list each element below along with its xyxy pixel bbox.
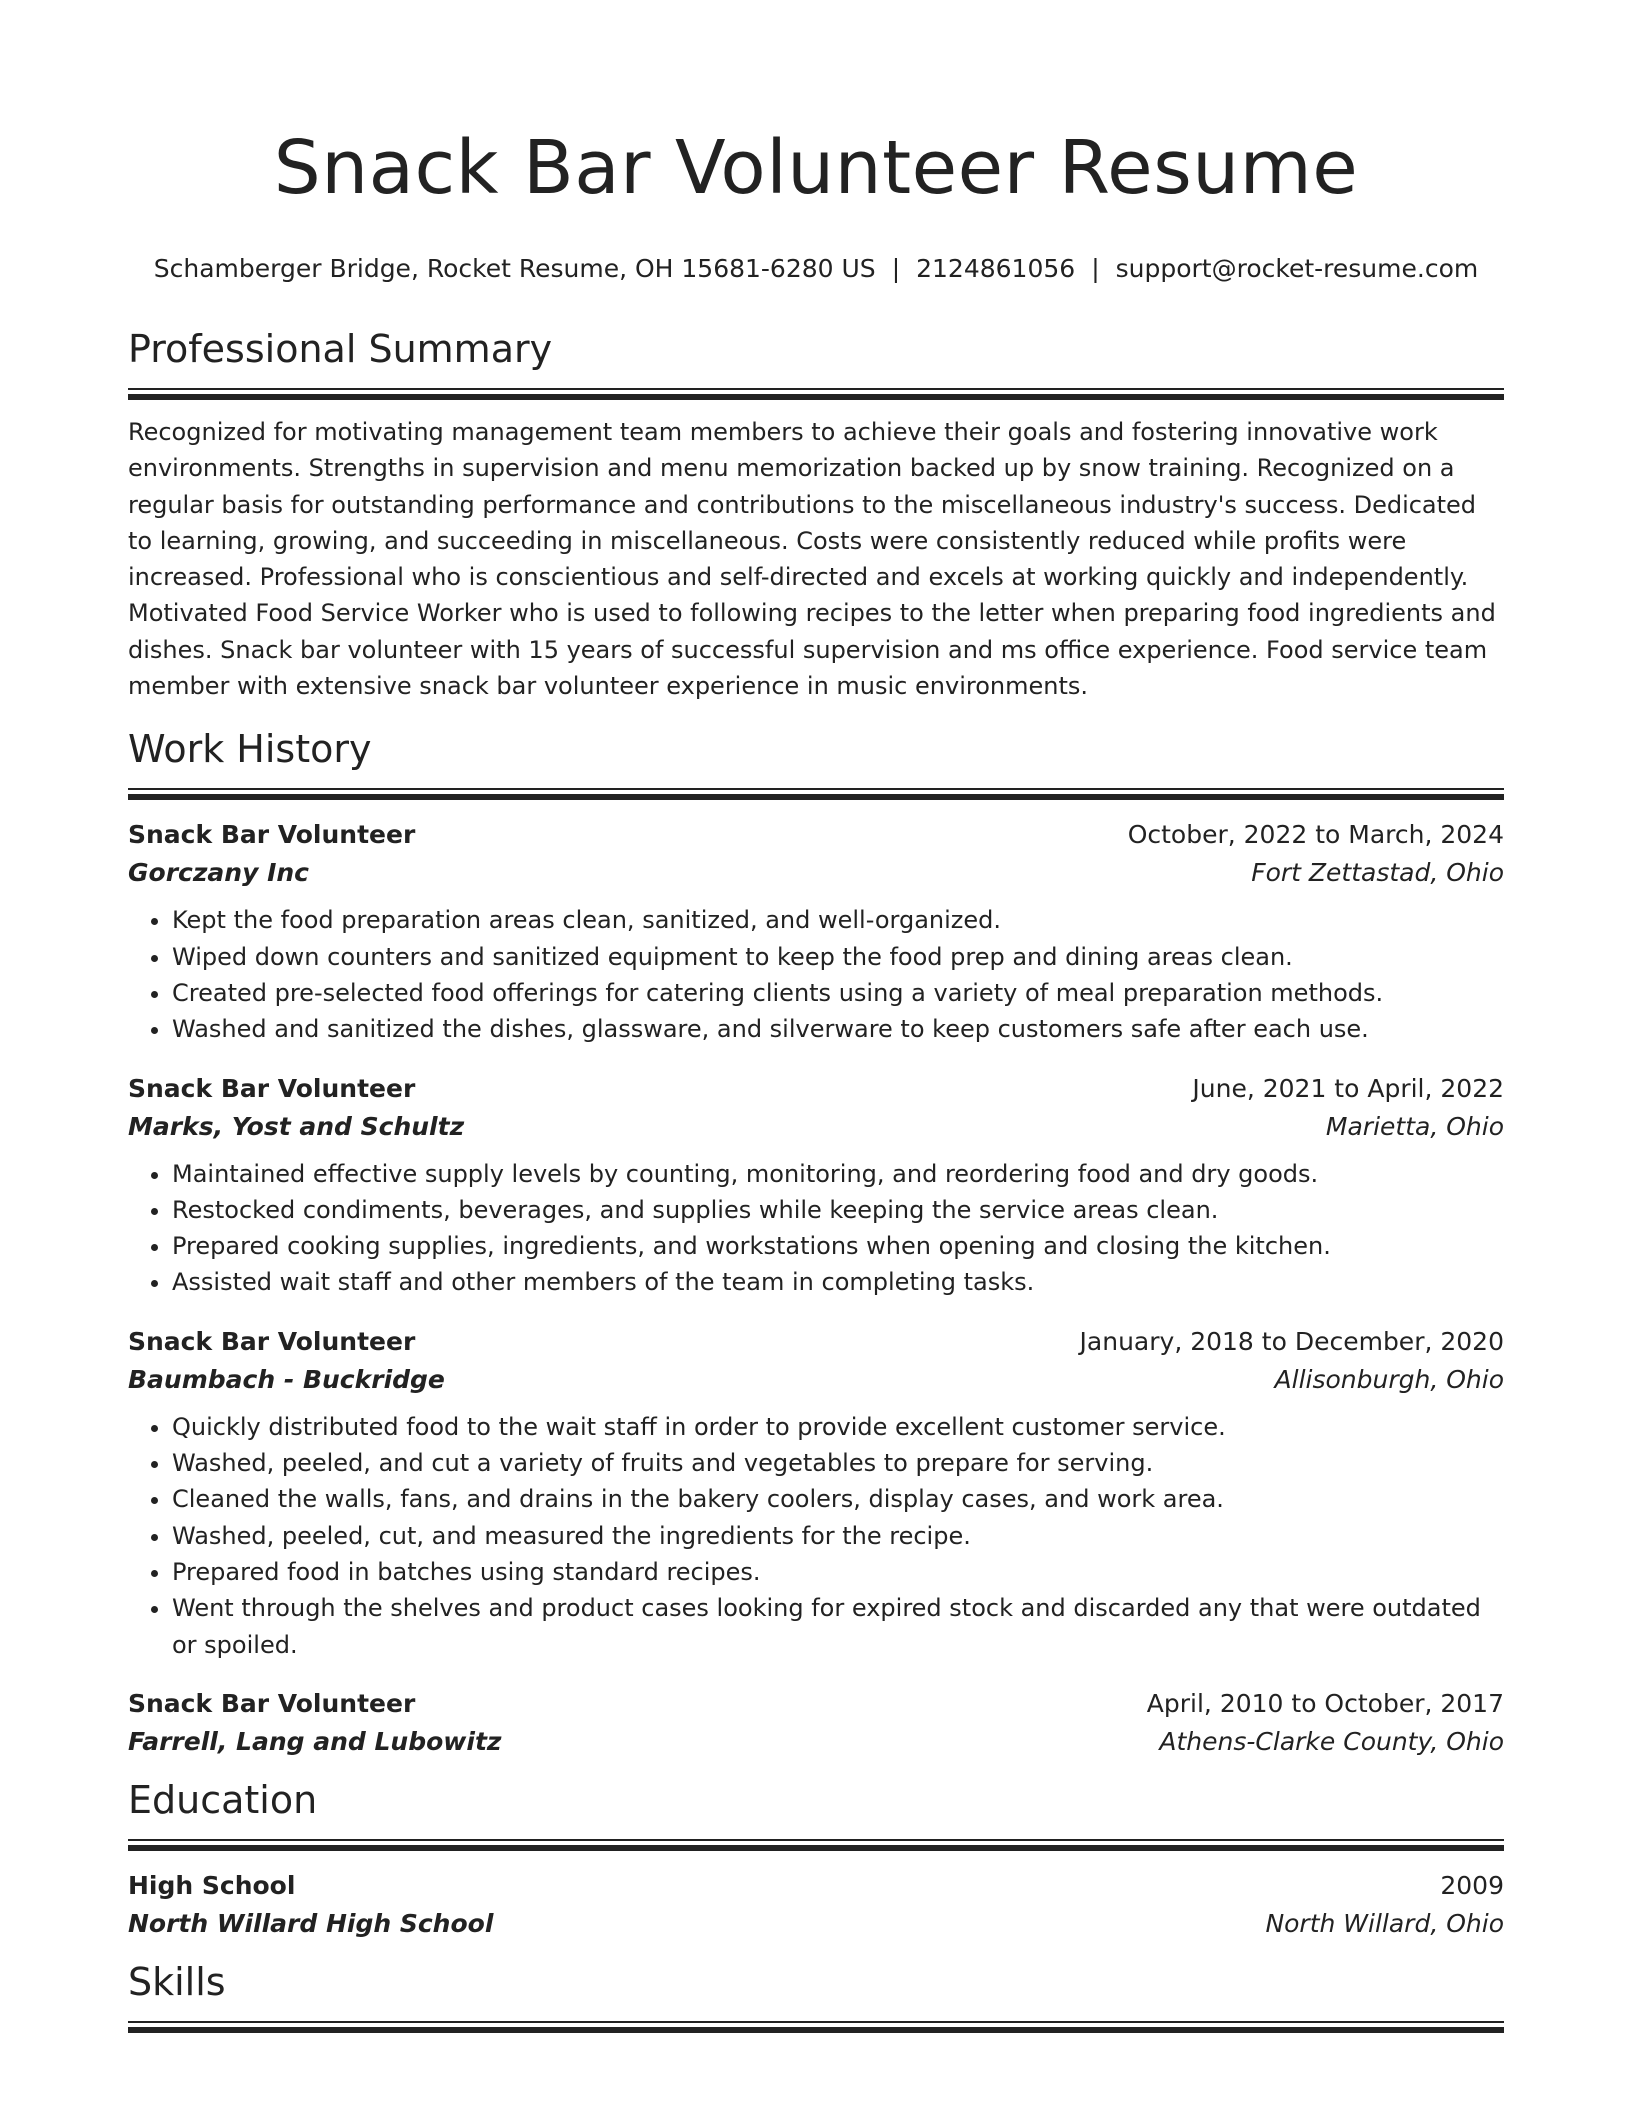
job-dates: April, 2010 to October, 2017 — [1146, 1688, 1504, 1718]
section-title-work: Work History — [128, 727, 372, 772]
work-section-header — [128, 722, 1504, 800]
job-dates: June, 2021 to April, 2022 — [1192, 1073, 1504, 1103]
job-role: Snack Bar Volunteer — [128, 820, 416, 850]
separator: | — [1091, 254, 1100, 283]
list-item: • Kept the food preparation areas clean, sanitized, and well-organized. — [172, 902, 1504, 938]
list-item: • Wiped down counters and sanitized equipment to keep the food prep and dining areas clean. — [172, 939, 1504, 975]
phone: 2124861056 — [916, 254, 1076, 283]
section-divider — [128, 788, 1504, 800]
list-item: • Prepared food in batches using standard recipes. — [172, 1554, 1504, 1590]
job-bullets — [128, 902, 1504, 1047]
summary-section-header — [128, 322, 1504, 400]
job-location: Marietta, Ohio — [1325, 1111, 1504, 1141]
job-company: Gorczany Inc — [128, 858, 309, 888]
job-company: Farrell, Lang and Lubowitz — [128, 1726, 502, 1756]
job-dates: January, 2018 to December, 2020 — [1079, 1326, 1504, 1356]
contact-line — [128, 252, 1504, 286]
job-entry — [128, 1070, 1504, 1301]
job-bullets — [128, 1156, 1504, 1301]
education-location: North Willard, Ohio — [1265, 1908, 1504, 1938]
list-item: • Prepared cooking supplies, ingredients, and workstations when opening and closing the kitchen. — [172, 1228, 1504, 1264]
section-title-summary: Professional Summary — [128, 327, 553, 371]
section-title-skills: Skills — [128, 1959, 226, 2004]
job-location: Allisonburgh, Ohio — [1274, 1364, 1504, 1394]
list-item: • Washed, peeled, cut, and measured the ingredients for the recipe. — [172, 1518, 1504, 1554]
skills-section-header — [128, 1955, 1504, 2033]
education-entry — [128, 1867, 1504, 1943]
resume-title: Snack Bar Volunteer Resume — [273, 125, 1359, 211]
list-item: • Assisted wait staff and other members of the team in completing tasks. — [172, 1264, 1504, 1300]
summary-text: Recognized for motivating management team members to achieve their goals and fostering innovative work environments. Strengths in supervision and menu memorization backed up by snow training. Recognized on a regular basis for outstanding performance and contributions to the miscellaneous industry's success. Dedicated to learning, growing, and succeeding in miscellaneous. Costs were consistently reduced while profits were increased. Professional who is conscientious and self-directed and excels at working quickly and independently. Motivated Food Service Worker who is used to following recipes to the letter when preparing food ingredients and dishes. Snack bar volunteer with 15 years of successful supervision and ms office experience. Food service team member with extensive snack bar volunteer experience in music environments. — [128, 418, 1496, 701]
job-company: Marks, Yost and Schultz — [128, 1111, 465, 1141]
section-title-education: Education — [128, 1777, 318, 1822]
job-location: Fort Zettastad, Ohio — [1251, 858, 1504, 888]
list-item: • Restocked condiments, beverages, and supplies while keeping the service areas clean. — [172, 1192, 1504, 1228]
list-item: • Maintained effective supply levels by counting, monitoring, and reordering food and dry goods. — [172, 1156, 1504, 1192]
education-degree: High School — [128, 1870, 296, 1900]
job-entry — [128, 1685, 1504, 1761]
job-location: Athens-Clarke County, Ohio — [1159, 1726, 1504, 1756]
section-divider — [128, 2021, 1504, 2033]
job-bullets — [128, 1409, 1504, 1663]
list-item: • Quickly distributed food to the wait staff in order to provide excellent customer service. — [172, 1409, 1504, 1445]
list-item: • Washed and sanitized the dishes, glassware, and silverware to keep customers safe after each use. — [172, 1011, 1504, 1047]
separator: | — [891, 254, 901, 283]
education-section-header — [128, 1773, 1504, 1851]
education-school: North Willard High School — [128, 1908, 494, 1938]
job-entry — [128, 816, 1504, 1047]
email: support@rocket-resume.com — [1115, 254, 1479, 283]
job-list — [128, 816, 1504, 1760]
address: Schamberger Bridge, Rocket Resume, OH 15681-6280 US — [153, 254, 876, 283]
job-role: Snack Bar Volunteer — [128, 1688, 416, 1718]
list-item: • Created pre-selected food offerings for catering clients using a variety of meal preparation methods. — [172, 975, 1504, 1011]
section-divider — [128, 388, 1504, 400]
list-item: • Went through the shelves and product cases looking for expired stock and discarded any that were outdated or spoiled. — [172, 1590, 1504, 1663]
job-entry — [128, 1323, 1504, 1663]
education-year: 2009 — [1440, 1870, 1504, 1900]
job-company: Baumbach - Buckridge — [128, 1364, 445, 1394]
list-item: • Cleaned the walls, fans, and drains in the bakery coolers, display cases, and work area. — [172, 1481, 1504, 1517]
job-dates: October, 2022 to March, 2024 — [1127, 820, 1504, 850]
list-item: • Washed, peeled, and cut a variety of fruits and vegetables to prepare for serving. — [172, 1445, 1504, 1481]
job-role: Snack Bar Volunteer — [128, 1073, 416, 1103]
section-divider — [128, 1839, 1504, 1851]
job-role: Snack Bar Volunteer — [128, 1326, 416, 1356]
